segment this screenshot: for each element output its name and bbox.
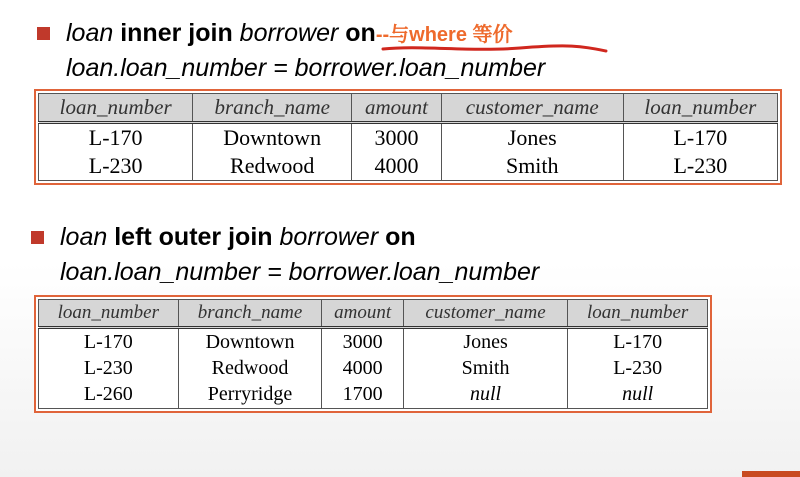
relation-table-1 [38,93,778,181]
relation-table-2 [38,299,708,409]
column-header: amount [352,94,442,123]
inner-join-result-table [34,89,782,185]
bullet-square-icon [31,231,44,244]
table-cell: L-230 [568,355,708,381]
query-line-2 [60,222,416,252]
annotation-note: --与where 等价 [375,24,513,46]
table-cell: Redwood [178,355,322,381]
table-cell: 4000 [352,152,442,180]
table-cell: 3000 [322,328,403,356]
relation-borrower: borrower [279,223,379,251]
table-cell: Jones [441,123,623,153]
keyword-left-outer-join: left outer join [114,223,273,251]
table-cell: L-170 [39,123,193,153]
table-cell: Smith [403,355,568,381]
table-cell: 1700 [322,382,403,409]
table-cell: L-260 [39,382,179,409]
column-header: amount [322,300,403,328]
slide-footer-bar [742,471,800,477]
table-cell: null [403,382,568,409]
table-cell: Jones [403,328,568,356]
relation-loan: loan [66,19,114,47]
table-header-row [39,94,778,123]
table-header-row [39,300,708,328]
column-header: branch_name [178,300,322,328]
table-cell: null [568,382,708,409]
relation-borrower: borrower [239,19,339,47]
keyword-inner-join: inner join [120,19,233,47]
table-row [39,382,708,409]
column-header: customer_name [403,300,568,328]
table-cell: L-170 [568,328,708,356]
table-cell: 4000 [322,355,403,381]
table-cell: Perryridge [178,382,322,409]
keyword-on: on [345,19,376,47]
bullet-square-icon [37,27,50,40]
table-cell: Smith [441,152,623,180]
column-header: loan_number [568,300,708,328]
table-row [39,355,708,381]
column-header: loan_number [39,94,193,123]
table-cell: 3000 [352,123,442,153]
column-header: branch_name [193,94,352,123]
column-header: loan_number [623,94,777,123]
table-cell: L-170 [39,328,179,356]
table-cell: L-170 [623,123,777,153]
column-header: loan_number [39,300,179,328]
table-cell: Redwood [193,152,352,180]
table-row [39,328,708,356]
join-condition-1: loan.loan_number = borrower.loan_number [66,54,546,82]
left-outer-join-result-table [34,295,712,413]
table-row [39,123,778,153]
table-row [39,152,778,180]
table-cell: Downtown [193,123,352,153]
keyword-on: on [385,223,416,251]
relation-loan: loan [60,223,108,251]
join-condition-2: loan.loan_number = borrower.loan_number [60,258,540,286]
column-header: customer_name [441,94,623,123]
table-cell: Downtown [178,328,322,356]
table-cell: L-230 [39,355,179,381]
table-cell: L-230 [623,152,777,180]
table-cell: L-230 [39,152,193,180]
